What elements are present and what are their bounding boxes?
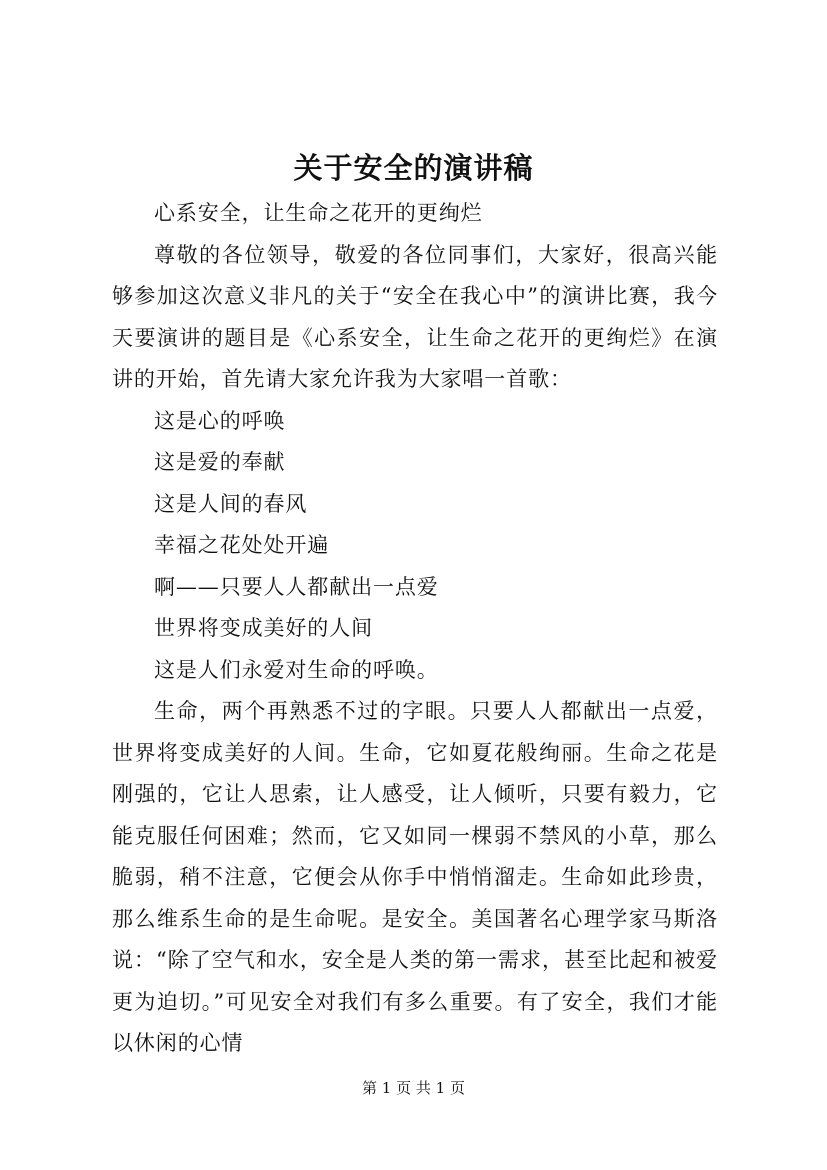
song-line: 幸福之花处处开遍 xyxy=(154,533,330,557)
song-line: 这是人们永爱对生命的呼唤。 xyxy=(154,657,439,682)
song-line: 这是爱的奉献 xyxy=(154,450,286,474)
song-line: 世界将变成美好的人间 xyxy=(154,616,373,640)
song-line: 这是人间的春风 xyxy=(154,491,308,516)
subtitle-paragraph: 心系安全，让生命之花开的更绚烂 xyxy=(154,201,483,225)
document-title: 关于安全的演讲稿 xyxy=(293,151,534,185)
page-footer: 第 1 页 共 1 页 xyxy=(362,1079,465,1097)
song-line: 这是心的呼唤 xyxy=(154,408,286,433)
song-line: 啊——只要人人都献出一点爱 xyxy=(154,574,439,599)
body-paragraph: 生命，两个再熟悉不过的字眼。只要人人都献出一点爱，世界将变成美好的人间。生命，它如夏花般绚丽。生命之花是刚强的，它让人思索，让人感受，让人倾听，只要有毅力，它能克服任何困难；然而，它又如同一棵弱不禁风的小草，那么脆弱，稍不注意，它便会从你手中悄悄溜走。生命如此珍贵，那么维系生命的是生命呢。是安全。美国著名心理学家马斯洛说：“除了空气和水，安全是人类的第一需求，甚至比起和被爱更为迫切。”可见安全对我们有多么重要。有了安全，我们才能以休闲的心情 xyxy=(112,699,718,1055)
document-body xyxy=(112,193,718,1065)
greeting-paragraph: 尊敬的各位领导，敬爱的各位同事们，大家好，很高兴能够参加这次意义非凡的关于“安全在我心中”的演讲比赛，我今天要演讲的题目是《心系安全，让生命之花开的更绚烂》在演讲的开始，首先请大家允许我为大家唱一首歌： xyxy=(112,242,718,391)
